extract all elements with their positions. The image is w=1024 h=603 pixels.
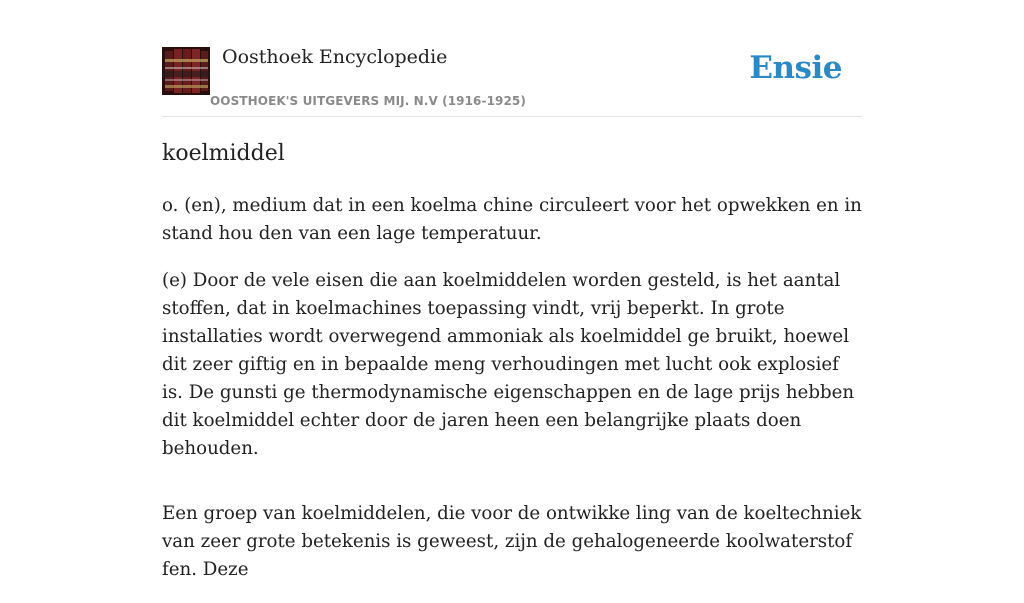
site-title[interactable]: Oosthoek Encyclopedie bbox=[222, 46, 448, 68]
publisher-label: OOSTHOEK'S UITGEVERS MIJ. N.V (1916-1925) bbox=[210, 94, 526, 108]
entry-paragraph: (e) Door de vele eisen die aan koelmiddelen worden gesteld, is het aantal stoffen, dat in koelmachines toepassing vindt, vrij beperkt. In grote installaties wordt overwegend ammoniak als koelmiddel ge bruikt, hoewel dit zeer giftig en in bepaalde meng verhoudingen met lucht ook explosief is. De gunsti ge thermodynamische eigenschappen en de lage prijs hebben dit koelmiddel echter door de jaren heen een belangrijke plaats doen behouden. bbox=[162, 270, 855, 459]
entry-content bbox=[162, 192, 862, 603]
site-header bbox=[162, 0, 862, 117]
ensie-logo-link[interactable]: Ensie bbox=[749, 50, 842, 86]
book-spines-icon[interactable] bbox=[162, 47, 210, 95]
entry-title: koelmiddel bbox=[162, 141, 285, 166]
entry-paragraph: Een groep van koelmiddelen, die voor de ontwikke ling van de koeltechniek van zeer grote betekenis is geweest, zijn de gehalogeneerde koolwaterstof fen. Deze bbox=[162, 503, 862, 580]
entry-paragraph: o. (en), medium dat in een koelma chine circuleert voor het opwekken en in stand hou den van een lage temperatuur. bbox=[162, 195, 862, 244]
page-container bbox=[162, 0, 862, 580]
